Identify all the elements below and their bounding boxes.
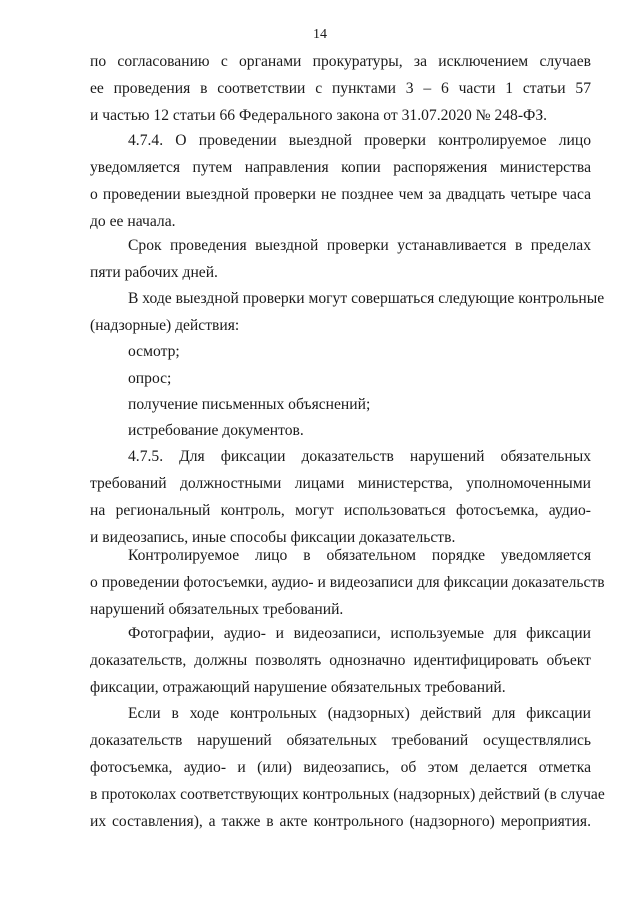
text-line: и видеозапись, иные способы фиксации доказательств.: [90, 529, 456, 546]
list-item: [90, 417, 591, 444]
text-line: истребование документов.: [128, 422, 304, 439]
text-line: В ходе выездной проверки могут совершаться следующие контрольные: [128, 290, 605, 307]
paragraph-4-7-4: [90, 127, 591, 235]
text-line: Если в ходе контрольных (надзорных) действий для фиксации: [128, 705, 591, 722]
paragraph-continuation: [90, 48, 591, 129]
text-line: уведомляется путем направления копии распоряжения министерства: [90, 159, 591, 176]
text-line: ее проведения в соответствии с пунктами 3 – 6 части 1 статьи 57: [90, 80, 591, 97]
text-line: 4.7.5. Для фиксации доказательств нарушений обязательных: [128, 448, 591, 465]
text-line: требований должностными лицами министерства, уполномоченными: [90, 475, 591, 492]
text-line: опрос;: [128, 370, 172, 387]
paragraph-inspection-period: [90, 232, 591, 286]
text-line: Контролируемое лицо в обязательном порядке уведомляется: [128, 547, 591, 564]
paragraph-photos: [90, 620, 591, 701]
text-line: осмотр;: [128, 343, 180, 360]
paragraph-notification: [90, 542, 605, 623]
text-line: получение письменных объяснений;: [128, 396, 371, 413]
text-line: 4.7.4. О проведении выездной проверки контролируемое лицо: [128, 132, 591, 149]
text-line: Срок проведения выездной проверки устанавливается в пределах: [128, 237, 591, 254]
text-line: их составления), а также в акте контрольного (надзорного) мероприятия.: [90, 813, 591, 830]
paragraph-control-actions: [90, 285, 605, 339]
list-item: [90, 365, 591, 392]
paragraph-4-7-5: [90, 443, 591, 551]
text-line: в протоколах соответствующих контрольных (надзорных) действий (в случае: [90, 786, 605, 803]
text-line: о проведении фотосъемки, аудио- и видеозаписи для фиксации доказательств: [90, 574, 605, 591]
page-number: 14: [313, 27, 327, 42]
text-line: до ее начала.: [90, 213, 176, 230]
text-line: доказательств, должны позволять однозначно идентифицировать объект: [90, 652, 591, 669]
text-line: фиксации, отражающий нарушение обязательных требований.: [90, 679, 506, 696]
text-line: (надзорные) действия:: [90, 317, 240, 334]
text-line: доказательств нарушений обязательных требований осуществлялись: [90, 732, 591, 749]
list-item: [90, 391, 591, 418]
text-line: нарушений обязательных требований.: [90, 601, 344, 618]
text-line: о проведении выездной проверки не позднее чем за двадцать четыре часа: [90, 186, 591, 203]
list-item: [90, 338, 591, 365]
text-line: фотосъемка, аудио- и (или) видеозапись, об этом делается отметка: [90, 759, 591, 776]
text-line: и частью 12 статьи 66 Федерального закона от 31.07.2020 № 248-ФЗ.: [90, 107, 548, 124]
text-line: Фотографии, аудио- и видеозаписи, используемые для фиксации: [128, 625, 591, 642]
text-line: на региональный контроль, могут использоваться фотосъемка, аудио-: [90, 502, 591, 519]
paragraph-protocol-note: [90, 700, 605, 835]
text-line: по согласованию с органами прокуратуры, за исключением случаев: [90, 53, 591, 70]
text-line: пяти рабочих дней.: [90, 264, 218, 281]
